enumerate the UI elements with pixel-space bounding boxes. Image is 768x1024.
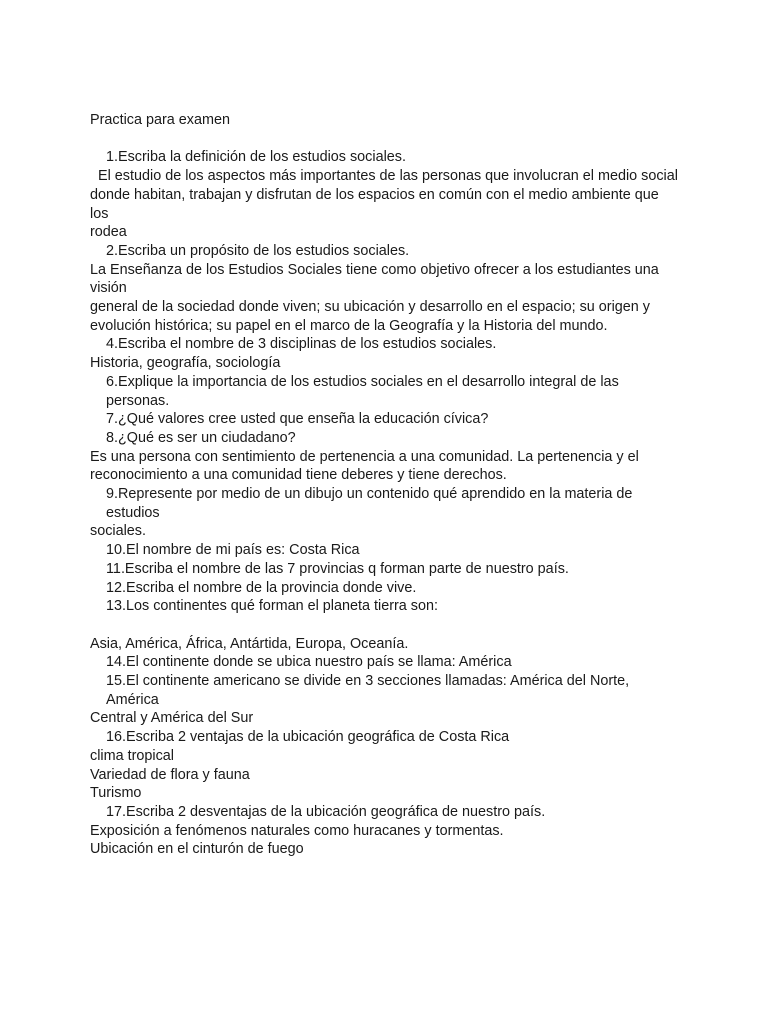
question-line: 14.El continente donde se ubica nuestro país se llama: América — [106, 654, 512, 671]
question-line: 17.Escriba 2 desventajas de la ubicación geográfica de nuestro país. — [106, 803, 546, 820]
answer-line: Turismo — [90, 785, 142, 802]
answer-line: Es una persona con sentimiento de pertenencia a una comunidad. La pertenencia y el — [90, 448, 639, 465]
answer-line: Variedad de flora y fauna — [90, 766, 250, 783]
answer-line: reconocimiento a una comunidad tiene deberes y tiene derechos. — [90, 467, 507, 484]
question-line: 12.Escriba el nombre de la provincia donde vive. — [106, 579, 417, 596]
question-line: 4.Escriba el nombre de 3 disciplinas de los estudios sociales. — [106, 336, 497, 353]
answer-line: evolución histórica; su papel en el marco de la Geografía y la Historia del mundo. — [90, 317, 608, 334]
answer-line: Central y América del Sur — [90, 710, 254, 727]
question-line: 11.Escriba el nombre de las 7 provincias q forman parte de nuestro país. — [106, 560, 569, 577]
question-line: 6.Explique la importancia de los estudios sociales en el desarrollo integral de las personas. — [106, 373, 623, 409]
answer-line: sociales. — [90, 523, 146, 540]
answer-line: La Enseñanza de los Estudios Sociales tiene como objetivo ofrecer a los estudiantes una visión — [90, 261, 663, 297]
answer-line: general de la sociedad donde viven; su ubicación y desarrollo en el espacio; su origen y — [90, 299, 650, 316]
answer-line: donde habitan, trabajan y disfrutan de los espacios en común con el medio ambiente que los — [90, 186, 663, 222]
blank-line — [90, 616, 680, 635]
question-line: 15.El continente americano se divide en 3 secciones llamadas: América del Norte, América — [106, 673, 633, 708]
question-line: 10.El nombre de mi país es: Costa Rica — [106, 542, 360, 559]
answer-line: Ubicación en el cinturón de fuego — [90, 841, 304, 858]
question-line: 9.Represente por medio de un dibujo un contenido qué aprendido en la materia de estudios — [106, 486, 637, 521]
question-line: 16.Escriba 2 ventajas de la ubicación geográfica de Costa Rica — [106, 729, 510, 746]
answer-line: El estudio de los aspectos más importantes de las personas que involucran el medio social — [90, 168, 678, 185]
answer-line: Exposición a fenómenos naturales como huracanes y tormentas. — [90, 822, 504, 839]
question-line: 2.Escriba un propósito de los estudios sociales. — [106, 242, 410, 259]
question-line: 8.¿Qué es ser un ciudadano? — [106, 429, 296, 446]
document-title: Practica para examen — [90, 112, 230, 128]
question-line: 7.¿Qué valores cree usted que enseña la educación cívica? — [106, 411, 489, 428]
question-line: 13.Los continentes qué forman el planeta tierra son: — [106, 598, 438, 615]
answer-line: Historia, geografía, sociología — [90, 355, 281, 372]
question-line: 1.Escriba la definición de los estudios sociales. — [106, 149, 406, 166]
answer-line: rodea — [90, 224, 127, 241]
answer-line: Asia, América, África, Antártida, Europa, Oceanía. — [90, 635, 409, 652]
answer-line: clima tropical — [90, 747, 174, 764]
document-body — [90, 148, 680, 859]
